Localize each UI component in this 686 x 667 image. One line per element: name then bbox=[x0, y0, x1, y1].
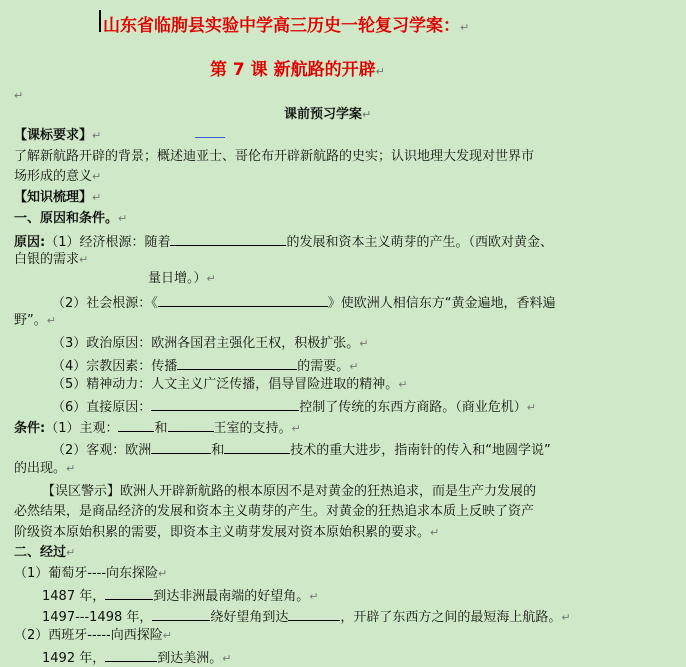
part2-heading: 二、经过↵ bbox=[14, 545, 76, 560]
reason-line-2-cont: 野”。↵ bbox=[14, 313, 56, 328]
reason-line-5: （5）精神动力：人文主义广泛传播，倡导冒险进取的精神。↵ bbox=[52, 377, 408, 392]
warning-line-1: 【误区警示】欧洲人开辟新航路的根本原因不是对黄金的狂热追求，而是生产力发展的 bbox=[42, 484, 537, 499]
section-title: 课前预习学案↵ bbox=[284, 107, 372, 122]
kebiao-heading: 【课标要求】↵ bbox=[14, 128, 102, 143]
condition-line-2-cont: 的出现。↵ bbox=[14, 461, 76, 476]
blank[interactable] bbox=[224, 441, 290, 454]
blank[interactable] bbox=[288, 608, 340, 621]
spain-heading: （2）西班牙-----向西探险↵ bbox=[14, 628, 172, 643]
blue-rule bbox=[195, 137, 225, 138]
reason-line-2: （2）社会根源：《 》使欧洲人相信东方“黄金遍地，香料遍 bbox=[52, 296, 556, 311]
paragraph-mark: ↵ bbox=[14, 89, 24, 102]
condition-line-1: 条件:（1）主观： 和 王室的支持。↵ bbox=[14, 421, 301, 436]
reason-line-3: （3）政治原因：欧洲各国君主强化王权，积极扩张。↵ bbox=[52, 336, 369, 351]
blank[interactable] bbox=[151, 441, 211, 454]
spain-line-1: 1492 年， 到达美洲。↵ bbox=[42, 651, 232, 666]
reason-line-1-end: 量日增。）↵ bbox=[148, 271, 216, 286]
blank[interactable] bbox=[152, 608, 210, 621]
blank[interactable] bbox=[105, 587, 153, 600]
text-cursor bbox=[99, 10, 101, 32]
blank[interactable] bbox=[158, 294, 328, 307]
reason-line-4: （4）宗教因素：传播 的需要。↵ bbox=[52, 359, 359, 374]
portugal-line-1: 1487 年， 到达非洲最南端的好望角。↵ bbox=[42, 589, 319, 604]
warning-line-2: 必然结果，是商品经济的发展和资本主义萌芽的产生。对黄金的狂热追求本质上反映了资产 bbox=[14, 504, 535, 519]
kebiao-line-2: 场形成的意义↵ bbox=[14, 169, 102, 184]
lesson-title: 第 7 课 新航路的开辟↵ bbox=[210, 60, 385, 80]
warning-line-3: 阶级资本原始积累的需要，即资本主义萌芽发展对资本原始积累的要求。↵ bbox=[14, 525, 440, 540]
blank[interactable] bbox=[177, 357, 297, 370]
portugal-heading: （1）葡萄牙----向东探险↵ bbox=[14, 566, 168, 581]
blank[interactable] bbox=[170, 233, 286, 246]
reason-line-6: （6）直接原因： 控制了传统的东西方商路。（商业危机）↵ bbox=[52, 400, 537, 415]
blank[interactable] bbox=[151, 398, 299, 411]
reason-line-1-cont: 白银的需求↵ bbox=[14, 252, 89, 267]
condition-line-2: （2）客观：欧洲 和 技术的重大进步，指南针的传入和“地圆学说” bbox=[52, 443, 551, 458]
zhishi-heading: 【知识梳理】↵ bbox=[14, 190, 102, 205]
portugal-line-2: 1497---1498 年， 绕好望角到达 ，开辟了东西方之间的最短海上航路。↵ bbox=[42, 610, 571, 625]
doc-title: 山东省临朐县实验中学高三历史一轮复习学案：↵ bbox=[103, 16, 470, 36]
blank[interactable] bbox=[168, 419, 214, 432]
blank[interactable] bbox=[105, 649, 157, 662]
kebiao-line-1: 了解新航路开辟的背景；概述迪亚士、哥伦布开辟新航路的史实；认识地理大发现对世界市 bbox=[14, 149, 535, 164]
blank[interactable] bbox=[118, 419, 154, 432]
reason-line-1: 原因:（1）经济根源：随着 的发展和资本主义萌芽的产生。（西欧对黄金、 bbox=[14, 235, 553, 250]
part1-heading: 一、原因和条件。↵ bbox=[14, 211, 128, 226]
